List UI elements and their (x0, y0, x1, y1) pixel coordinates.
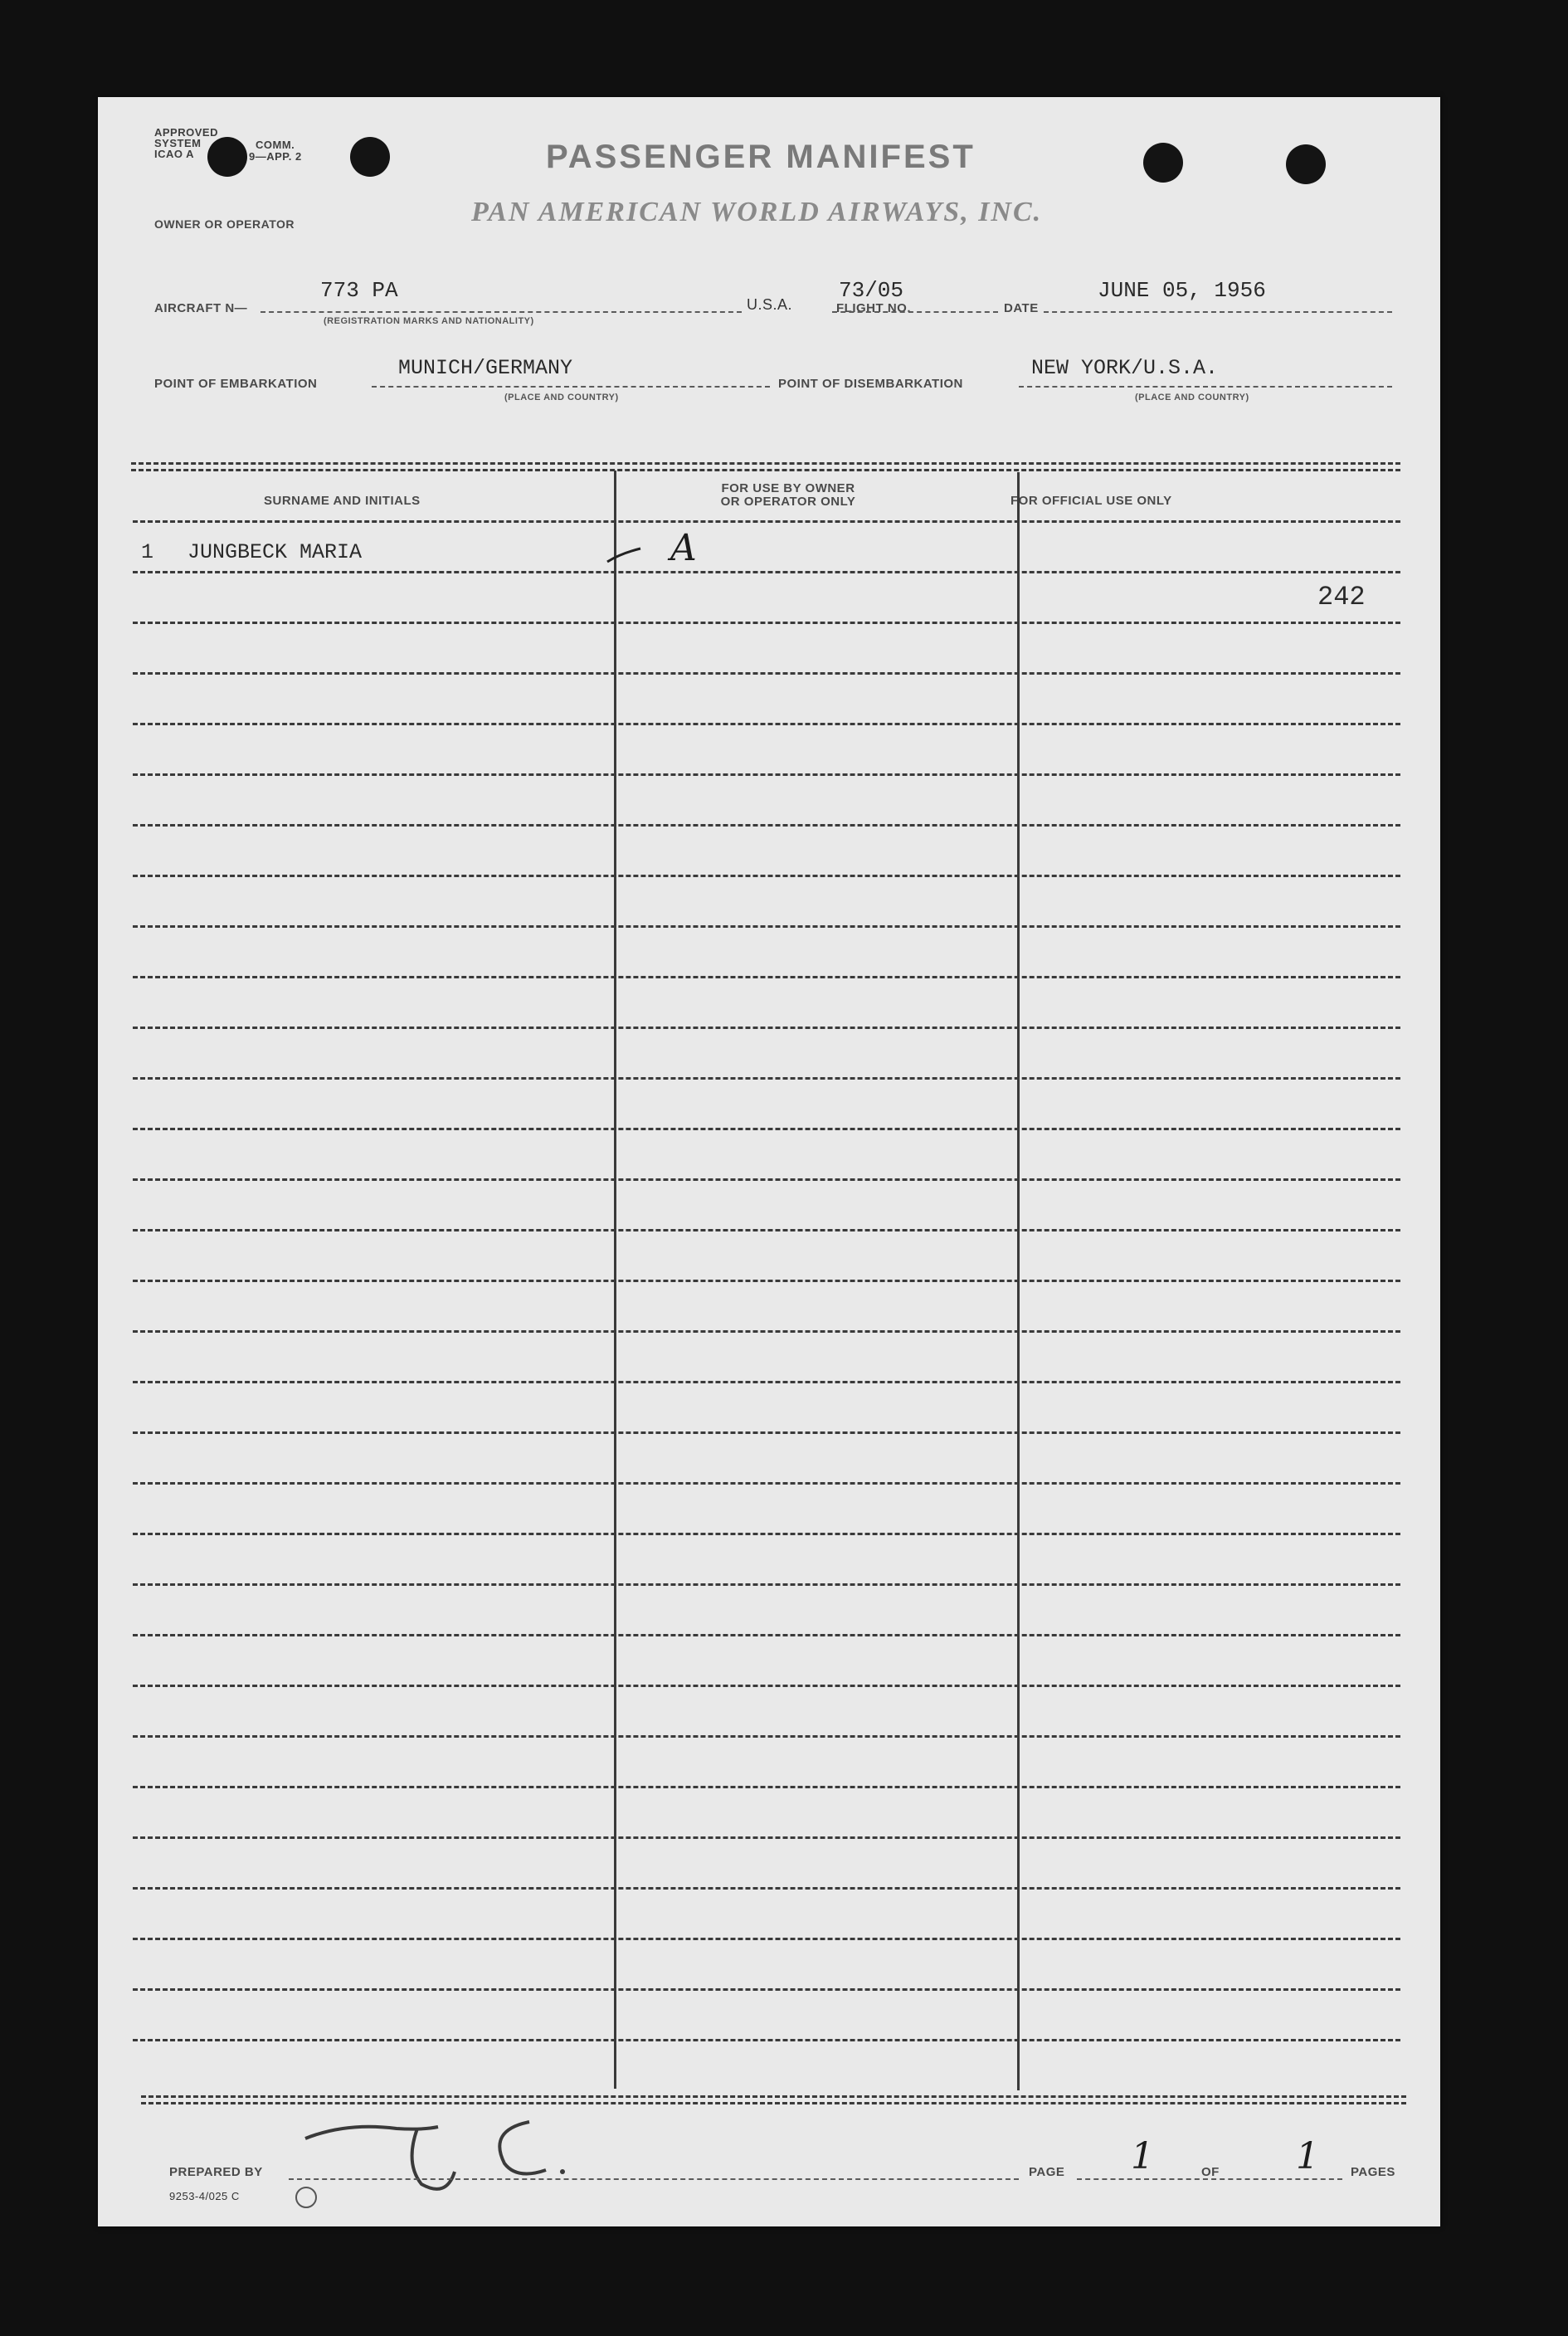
prepared-underline (289, 2178, 1019, 2180)
row-rule (133, 1583, 1400, 1586)
row-rule (133, 925, 1400, 928)
row-rule (133, 1280, 1400, 1282)
approval-line: ICAO A (154, 148, 195, 160)
page-label: PAGE (1029, 2165, 1065, 2179)
row-rule (133, 1988, 1400, 1991)
embark-value: MUNICH/GERMANY (398, 356, 573, 380)
punch-hole (1143, 143, 1183, 183)
pages-total: 1 (1296, 2135, 1319, 2178)
aircraft-underline (261, 311, 742, 313)
official-number: 242 (1317, 582, 1366, 612)
row-rule (133, 1735, 1400, 1738)
form-number: 9253-4/025 C (169, 2190, 240, 2202)
punch-hole (350, 137, 390, 177)
row-rule (133, 1330, 1400, 1333)
row-rule (133, 976, 1400, 978)
aircraft-value: 773 PA (320, 278, 398, 303)
table-bottom-rule (141, 2095, 1406, 2098)
disembark-value: NEW YORK/U.S.A. (1031, 356, 1219, 380)
table-top-rule (131, 462, 1400, 465)
row-rule (133, 2039, 1400, 2041)
row-rule (133, 1482, 1400, 1485)
date-label: DATE (1004, 301, 1039, 315)
row-rule (133, 824, 1400, 827)
embark-caption: (PLACE AND COUNTRY) (504, 393, 619, 402)
row-rule (133, 1077, 1400, 1080)
row-rule (133, 875, 1400, 877)
pages-label: PAGES (1351, 2165, 1395, 2179)
passenger-name: JUNGBECK MARIA (187, 540, 363, 564)
row-rule (133, 1229, 1400, 1231)
disembark-caption: (PLACE AND COUNTRY) (1135, 393, 1249, 402)
owner-mark: A (670, 527, 697, 569)
flight-underline (832, 311, 998, 313)
header-owner-line: OR OPERATOR ONLY (720, 495, 856, 509)
flight-label: FLIGHT NO. (836, 301, 911, 315)
punch-hole (1286, 144, 1326, 184)
disembark-label: POINT OF DISEMBARKATION (778, 377, 963, 391)
row-rule (133, 1938, 1400, 1940)
row-rule (133, 1178, 1400, 1181)
embark-label: POINT OF EMBARKATION (154, 377, 318, 391)
row-rule (133, 1027, 1400, 1029)
date-underline (1044, 311, 1392, 313)
aircraft-label: AIRCRAFT N— (154, 301, 248, 315)
row-rule (133, 672, 1400, 675)
date-value: JUNE 05, 1956 (1098, 278, 1266, 303)
manifest-sheet (98, 97, 1440, 2226)
row-rule (133, 1533, 1400, 1535)
owner-label: OWNER OR OPERATOR (154, 217, 295, 231)
row-rule (133, 520, 1400, 523)
row-rule (133, 1634, 1400, 1636)
row-rule (133, 1381, 1400, 1383)
row-rule (133, 1786, 1400, 1788)
header-surname: SURNAME AND INITIALS (264, 494, 421, 508)
page-underline (1077, 2178, 1342, 2180)
aircraft-caption: (REGISTRATION MARKS AND NATIONALITY) (324, 316, 534, 326)
header-owner (614, 482, 962, 509)
row-rule (133, 571, 1400, 573)
disembark-underline (1019, 386, 1392, 388)
of-label: OF (1201, 2165, 1220, 2179)
approval-comm: COMM. (256, 139, 295, 151)
check-mark-icon (604, 537, 654, 570)
signature (297, 2105, 579, 2205)
row-rule (133, 1431, 1400, 1434)
approval-app: 9—APP. 2 (249, 150, 302, 163)
row-rule (133, 1887, 1400, 1890)
flight-value: 73/05 (839, 278, 904, 303)
usa-label: U.S.A. (747, 296, 793, 313)
approval-block (154, 127, 218, 159)
company-name: PAN AMERICAN WORLD AIRWAYS, INC. (471, 197, 1043, 227)
embark-underline (372, 386, 770, 388)
prepared-label: PREPARED BY (169, 2165, 263, 2179)
approval-line: APPROVED (154, 126, 218, 139)
row-rule (133, 622, 1400, 624)
approval-line: SYSTEM (154, 137, 202, 149)
stamp-icon (295, 2187, 317, 2208)
page-title: PASSENGER MANIFEST (546, 139, 976, 175)
row-rule (133, 1685, 1400, 1687)
table-top-rule (131, 469, 1400, 471)
header-owner-line: FOR USE BY OWNER (721, 481, 855, 495)
row-rule (133, 773, 1400, 776)
row-rule (133, 1128, 1400, 1130)
passenger-number: 1 (141, 540, 154, 564)
table-bottom-rule (141, 2102, 1406, 2104)
page-number: 1 (1131, 2135, 1154, 2178)
header-official: FOR OFFICIAL USE ONLY (1010, 494, 1172, 508)
row-rule (133, 723, 1400, 725)
row-rule (133, 1836, 1400, 1839)
